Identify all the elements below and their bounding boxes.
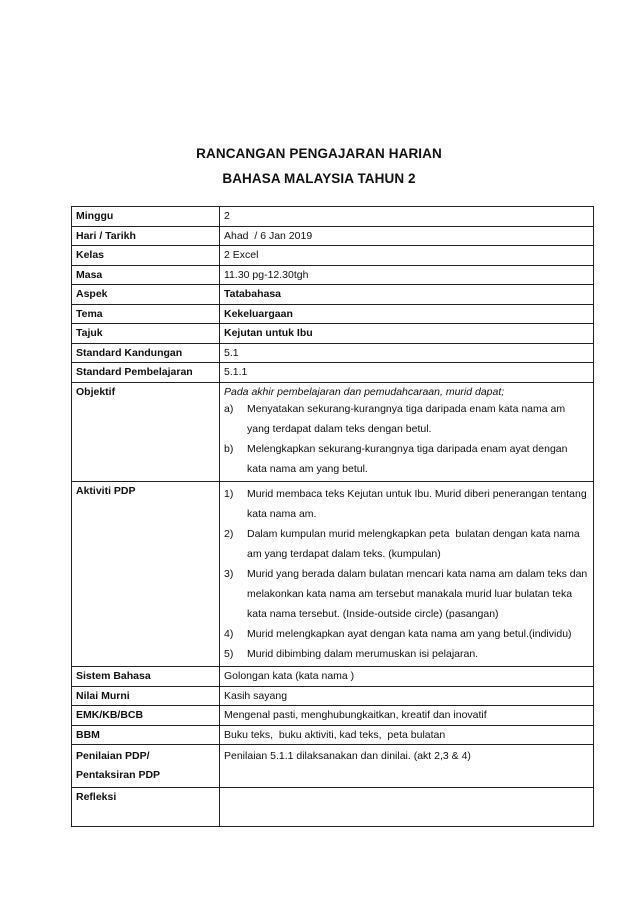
row-label: Standard Kandungan <box>72 343 220 363</box>
row-value: Penilaian 5.1.1 dilaksanakan dan dinilai. (akt 2,3 & 4) <box>220 745 594 788</box>
row-value: Kejutan untuk Ibu <box>220 324 594 344</box>
list-item <box>224 624 589 644</box>
row-value <box>220 788 594 827</box>
row-label: Tema <box>72 304 220 324</box>
row-value: 11.30 pg-12.30tgh <box>220 265 594 285</box>
row-label-line: Pentaksiran PDP <box>76 769 161 781</box>
table-row <box>72 363 594 383</box>
lesson-plan-table <box>71 206 594 827</box>
row-label: Kelas <box>72 246 220 266</box>
list-item <box>224 399 589 439</box>
row-value: 5.1 <box>220 343 594 363</box>
list-item-text: Murid dibimbing dalam merumuskan isi pelajaran. <box>247 648 479 660</box>
objektif-cell <box>220 382 594 482</box>
table-row <box>72 265 594 285</box>
list-marker: 1) <box>224 488 234 500</box>
table-row-penilaian <box>72 745 594 788</box>
row-label: Tajuk <box>72 324 220 344</box>
row-label: Hari / Tarikh <box>72 226 220 246</box>
list-marker: 5) <box>224 648 234 660</box>
table-row <box>72 686 594 706</box>
row-value: Kasih sayang <box>220 686 594 706</box>
list-item <box>224 644 589 664</box>
row-label: BBM <box>72 725 220 745</box>
table-row <box>72 246 594 266</box>
row-label: Standard Pembelajaran <box>72 363 220 383</box>
row-value: Kekeluargaan <box>220 304 594 324</box>
table-row <box>72 343 594 363</box>
row-value: Buku teks, buku aktiviti, kad teks, peta bulatan <box>220 725 594 745</box>
row-label: Sistem Bahasa <box>72 667 220 687</box>
row-label: Refleksi <box>72 788 220 827</box>
row-value: Tatabahasa <box>220 285 594 305</box>
row-value: 2 Excel <box>220 246 594 266</box>
table-row <box>72 725 594 745</box>
row-value: 2 <box>220 207 594 227</box>
list-item-text: Murid melengkapkan ayat dengan kata nama am yang betul.(individu) <box>247 628 572 640</box>
list-marker: 3) <box>224 568 234 580</box>
list-item-text: Menyatakan sekurang-kurangnya tiga daripada enam kata nama am yang terdapat dalam teks dengan betul. <box>247 403 566 435</box>
row-value: 5.1.1 <box>220 363 594 383</box>
row-label <box>72 745 220 788</box>
list-item-text: Melengkapkan sekurang-kurangnya tiga daripada enam ayat dengan kata nama am yang betul. <box>247 443 568 475</box>
list-item-text: Murid membaca teks Kejutan untuk Ibu. Murid diberi penerangan tentang kata nama am. <box>247 488 587 520</box>
table-row <box>72 706 594 726</box>
list-marker: 4) <box>224 628 234 640</box>
list-item-text: Dalam kumpulan murid melengkapkan peta bulatan dengan kata nama am yang terdapat dalam teks. (kumpulan) <box>247 528 583 560</box>
table-row <box>72 207 594 227</box>
aktiviti-list <box>224 484 589 664</box>
list-marker: b) <box>224 443 234 455</box>
table-row <box>72 324 594 344</box>
row-label-line: Penilaian PDP/ <box>76 750 150 762</box>
row-label: Nilai Murni <box>72 686 220 706</box>
table-row <box>72 667 594 687</box>
document-title: RANCANGAN PENGAJARAN HARIAN <box>196 146 442 161</box>
document-subtitle: BAHASA MALAYSIA TAHUN 2 <box>222 171 416 186</box>
row-value: Mengenal pasti, menghubungkaitkan, kreatif dan inovatif <box>220 706 594 726</box>
list-marker: 2) <box>224 528 234 540</box>
objektif-intro: Pada akhir pembelajaran dan pemudahcaraan, murid dapat; <box>224 385 505 398</box>
table-row <box>72 226 594 246</box>
list-item-text: Murid yang berada dalam bulatan mencari kata nama am dalam teks dan melakonkan kata nama am tersebut manakala murid luar bulatan teka kata nama tersebut. (Inside-outside circle) (pasangan) <box>247 568 588 620</box>
row-value: Ahad / 6 Jan 2019 <box>220 226 594 246</box>
list-item <box>224 439 589 479</box>
aktiviti-cell <box>220 482 594 667</box>
objektif-list <box>224 399 589 479</box>
table-row-refleksi <box>72 788 594 827</box>
table-row <box>72 285 594 305</box>
table-row <box>72 304 594 324</box>
row-label: Aspek <box>72 285 220 305</box>
row-label: Aktiviti PDP <box>72 482 220 667</box>
list-marker: a) <box>224 403 234 415</box>
list-item <box>224 524 589 564</box>
row-label: EMK/KB/BCB <box>72 706 220 726</box>
table-row-aktiviti <box>72 482 594 667</box>
row-label: Minggu <box>72 207 220 227</box>
table-row-objektif <box>72 382 594 482</box>
list-item <box>224 564 589 624</box>
row-label: Masa <box>72 265 220 285</box>
row-value: Golongan kata (kata nama ) <box>220 667 594 687</box>
list-item <box>224 484 589 524</box>
row-label: Objektif <box>72 382 220 482</box>
